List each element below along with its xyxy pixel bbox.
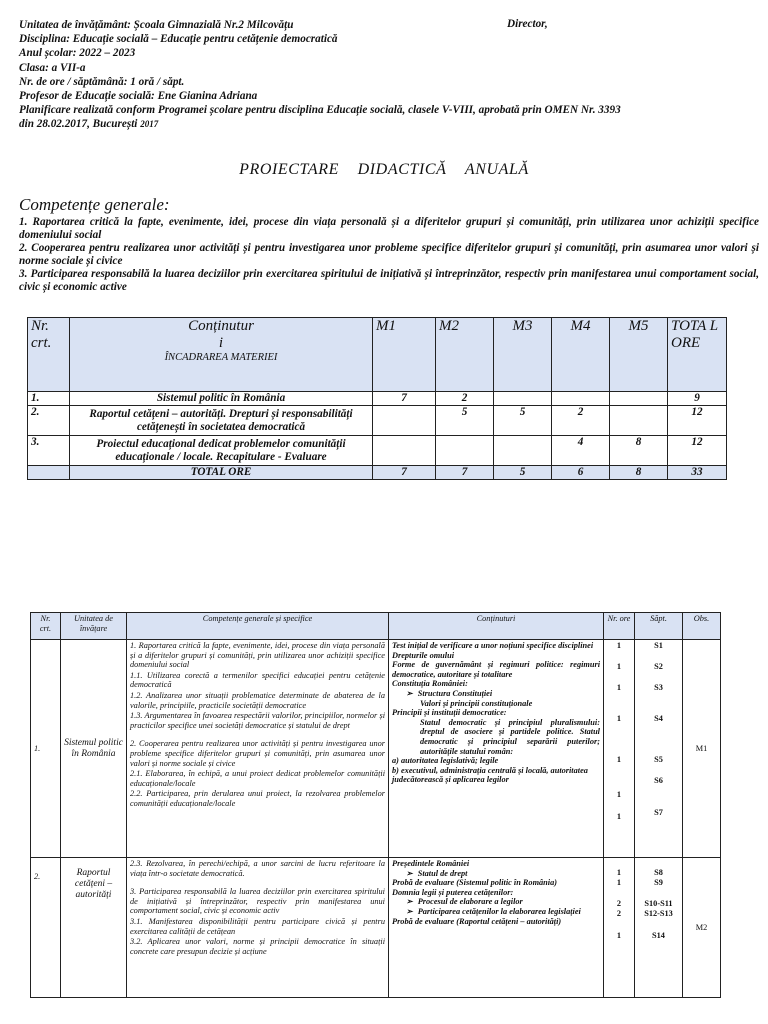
total-row: TOTAL ORE 7 7 5 6 8 33 <box>28 466 727 480</box>
table-row: 1. Sistemul politic în România 1. Raportarea critică la fapte, evenimente, idei, procese din viața personală și a diferitelor grupuri și comunități, prin utilizarea unor achiziții specifice domeniului social 1.1. Utilizarea corectă a termenilor specifici educației pentru cetățenie democratică 1.2. Analizarea unor situații problematice determinate de abaterea de la valorile, principiile, practicile societății democratice 1.3. Argumentarea în favoarea respectării valorilor, principiilor, normelor și practicilor specifice unei societăți democratice și statului de drept 2. Cooperarea pentru realizarea unor activități și pentru investigarea unor probleme specifice diferitelor grupuri și comunități, prin asumarea unor valori și norme sociale și civice 2.1. Elaborarea, în echipă, a unui proiect dedicat problemelor comunității educaționale/locale 2.2. Participarea, prin derularea unui proiect, la rezolvarea problemelor comunității educaționale/locale Test inițial de verificare a unor noțiuni specifice disciplinei Drepturile omului Forme de guvernământ și regimuri politice: regimuri democratice, autoritare și totalitare Constituția României: ➢ Structura Constituției Valori și principii constituționale Principii și instituții democratice: Statul democratic și principiul pluralismului: dreptul de asociere și partidele politice. Statul democratic și principiul separării puterilor; autoritățile statului român: a) autoritatea legislativă; legile b) executivul, administrația centrală și locală, autoritatea judecătorească și aplicarea legilor 1 1 1 1 1 1 1 S1 S2 S3 S4 S5 S6 S7 M1 <box>31 640 721 858</box>
hours-per-week: Nr. de ore / săptămână: 1 oră / săpt. <box>19 75 185 88</box>
header-nr: Nr. crt. <box>31 613 61 640</box>
document-header <box>19 18 754 132</box>
header-m3: M3 <box>494 318 552 392</box>
header-obs: Obs. <box>683 613 721 640</box>
arrow-bullet-icon: ➢ <box>406 868 413 878</box>
discipline: Disciplina: Educație socială – Educație pentru cetățenie democratică <box>19 33 338 46</box>
arrow-bullet-icon: ➢ <box>406 897 413 907</box>
table-row: 1. Sistemul politic în România 7 2 9 <box>28 392 727 406</box>
header-continut: Conținutur i ÎNCADRAREA MATERIEI <box>70 318 373 392</box>
table-row: 2. Raportul cetățeni – autorități. Drepturi și responsabilități cetățenești în societatea democratică 5 5 2 12 <box>28 406 727 436</box>
header-total: TOTA L ORE <box>668 318 727 392</box>
competenta-item: 1. Raportarea critică la fapte, evenimente, idei, procese din viața personală și a diferitelor grupuri și comunități, prin utilizarea unor achiziții specifice domeniului social <box>19 216 759 242</box>
planning-table <box>30 612 721 998</box>
header-m2: M2 <box>436 318 494 392</box>
teacher: Profesor de Educație socială: Ene Gianina Adriana <box>19 90 258 103</box>
director-label: Director, <box>507 18 548 30</box>
header-m5: M5 <box>610 318 668 392</box>
arrow-bullet-icon: ➢ <box>406 688 413 698</box>
header-nr: Nr. crt. <box>28 318 70 392</box>
competente-list <box>19 216 759 295</box>
competenta-item: 2. Cooperarea pentru realizarea unor activități și pentru investigarea unor probleme specifice diferitelor grupuri și comunități, prin asumarea unor valori și norme sociale și civice <box>19 242 759 268</box>
competente-heading: Competențe generale: <box>19 195 170 214</box>
header-saptamana: Săpt. <box>635 613 683 640</box>
page-title: PROIECTARE DIDACTICĂ ANUALĂ <box>239 161 529 178</box>
header-unit: Unitatea de învățare <box>61 613 127 640</box>
planning-date: din 28.02.2017, București 2017 <box>19 118 159 131</box>
header-continuturi: Conținuturi <box>389 613 604 640</box>
school-unit: Unitatea de învățământ: Școala Gimnazială Nr.2 Milcovățu <box>19 19 294 31</box>
table-row: 2. Raportul cetățeni – autorități 2.3. Rezolvarea, în perechi/echipă, a unor sarcini de lucru referitoare la viața într-o societate democratică. 3. Participarea responsabilă la luarea deciziilor prin exercitarea spiritului de inițiativă și întreprinzător, respectiv prin manifestarea unui comportament social, civic și economic activ 3.1. Manifestarea disponibilității pentru participare civică și pentru exercitarea calității de cetățean 3.2. Aplicarea unor valori, norme și principii democratice în situații concrete care presupun decizie și acțiune Președintele României ➢ Statul de drept Probă de evaluare (Sistemul politic în România) Domnia legii și puterea cetățenilor: ➢ Procesul de elaborare a legilor ➢ Participarea cetățenilor la elaborarea legislației Probă de evaluare (Raportul cetățeni – autorități) 1 1 2 2 1 S8 S9 S10-S11 S12-S13 S14 M2 <box>31 858 721 998</box>
header-m1: M1 <box>373 318 436 392</box>
header-m4: M4 <box>552 318 610 392</box>
planning-basis: Planificare realizată conform Programei școlare pentru disciplina Educație socială, clasele V-VIII, aprobată prin OMEN Nr. 3393 <box>19 104 621 117</box>
competenta-item: 3. Participarea responsabilă la luarea deciziilor prin exercitarea spiritului de inițiativă și întreprinzător, respectiv prin manifestarea unui comportament social, civic și economic active <box>19 268 759 294</box>
class: Clasa: a VII-a <box>19 61 86 74</box>
header-nr-ore: Nr. ore <box>604 613 635 640</box>
header-competente: Competențe generale și specifice <box>127 613 389 640</box>
school-year: Anul școlar: 2022 – 2023 <box>19 47 136 60</box>
table-row: 3. Proiectul educațional dedicat problemelor comunității educaționale / locale. Recapitulare - Evaluare 4 8 12 <box>28 436 727 466</box>
incadrare-table <box>27 317 727 480</box>
arrow-bullet-icon: ➢ <box>406 906 413 916</box>
